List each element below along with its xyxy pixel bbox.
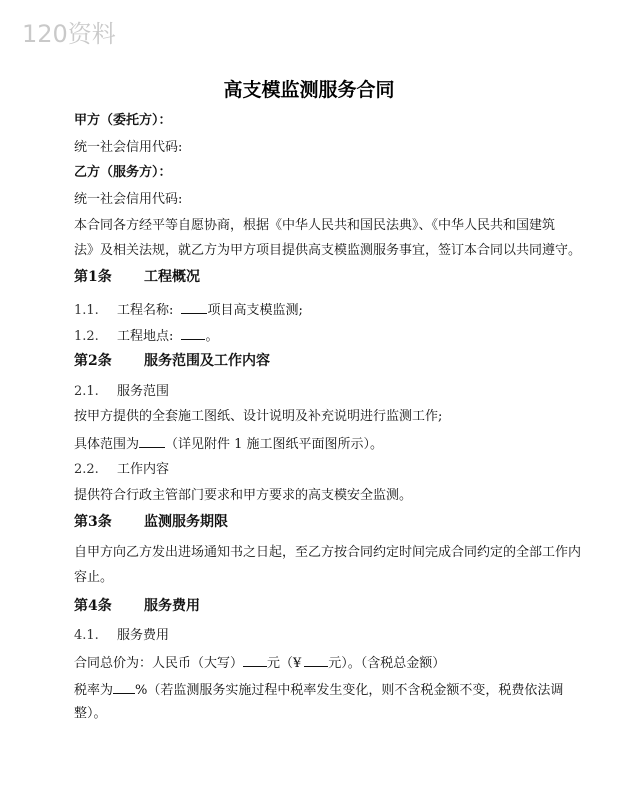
tax-percent: % [135, 683, 148, 698]
clause-index: 2.1. [74, 384, 99, 399]
article-number: 第4条 [74, 598, 112, 614]
article-2-heading [74, 353, 554, 369]
tax-prefix: 税率为 [74, 683, 114, 698]
clause-label: 服务范围 [116, 384, 169, 399]
clause-index: 1.2. [74, 329, 99, 344]
tax-suffix: （若监测服务实施过程中税率发生变化，则不含税金额不变，税费依法调 [147, 683, 564, 698]
party-b-label: 乙方（服务方）： [74, 165, 172, 180]
article-number: 第1条 [74, 269, 112, 285]
clause-1-1 [74, 301, 554, 319]
clause-index: 2.2. [74, 462, 99, 477]
total-price [74, 654, 554, 672]
article-3-heading [74, 514, 554, 530]
clause-1-2 [74, 327, 554, 345]
article-title: 服务费用 [144, 598, 200, 614]
watermark-logo: 120资料 [22, 20, 116, 48]
clause-index: 1.1. [74, 303, 99, 318]
work-content-text: 提供符合行政主管部门要求和甲方要求的高支模安全监测。 [74, 488, 413, 503]
clause-suffix: 。 [205, 329, 219, 344]
scope-text-1: 按甲方提供的全套施工图纸、设计说明及补充说明进行监测工作; [74, 409, 443, 424]
tax-line-2: 整）。 [74, 706, 107, 721]
clause-index: 4.1. [74, 628, 99, 643]
total-amount-blank[interactable] [304, 654, 328, 667]
clause-label: 工作内容 [116, 462, 169, 477]
party-b-credit-code: 统一社会信用代码: [74, 192, 183, 207]
scope-range-blank[interactable] [139, 435, 165, 448]
preamble-line-2: 法》及相关法规，就乙方为甲方项目提供高支模监测服务事宜，签订本合同以共同遵守。 [74, 243, 582, 258]
project-location-blank[interactable] [181, 327, 205, 340]
article-number: 第3条 [74, 514, 112, 530]
total-suffix: 元）。（含税总金额） [328, 656, 446, 671]
total-words-blank[interactable] [243, 654, 267, 667]
clause-label: 服务费用 [116, 628, 169, 643]
clause-label: 工程地点: [116, 329, 174, 344]
party-a-credit-code: 统一社会信用代码: [74, 140, 183, 155]
contract-title: 高支模监测服务合同 [223, 79, 395, 101]
scope-range [74, 435, 554, 453]
clause-4-1 [74, 628, 554, 644]
project-name-blank[interactable] [181, 301, 207, 314]
article-title: 服务范围及工作内容 [144, 353, 270, 369]
clause-2-2 [74, 462, 554, 478]
clause-label: 工程名称: [116, 303, 174, 318]
total-mid: 元（¥ [267, 656, 302, 671]
article-title: 监测服务期限 [144, 514, 228, 530]
scope-suffix: （详见附件 1 施工图纸平面图所示）。 [165, 437, 384, 452]
article-4-heading [74, 598, 554, 614]
preamble-line-1: 本合同各方经平等自愿协商，根据《中华人民共和国民法典》、《中华人民共和国建筑 [74, 218, 556, 233]
clause-suffix: 项目高支模监测; [207, 303, 303, 318]
clause-2-1 [74, 384, 554, 400]
article-number: 第2条 [74, 353, 112, 369]
party-a-label: 甲方（委托方）： [74, 113, 172, 128]
tax-rate-blank[interactable] [113, 681, 135, 694]
tax-rate [74, 681, 564, 699]
article-title: 工程概况 [144, 269, 200, 285]
total-prefix: 合同总价为：人民币（大写） [74, 656, 244, 671]
term-line-2: 容止。 [74, 570, 114, 585]
scope-prefix: 具体范围为 [74, 437, 140, 452]
term-line-1: 自甲方向乙方发出进场通知书之日起，至乙方按合同约定时间完成合同约定的全部工作内 [74, 545, 582, 560]
article-1-heading [74, 269, 554, 285]
